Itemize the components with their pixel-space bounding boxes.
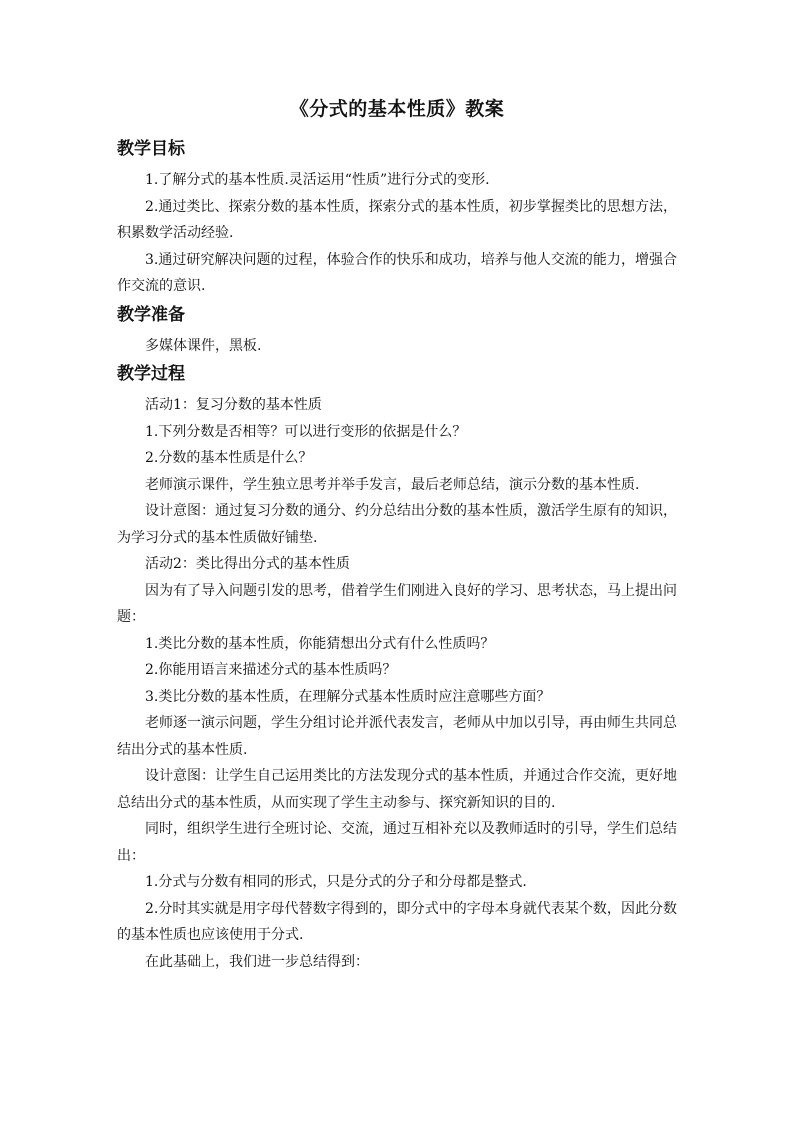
document-title: 《分式的基本性质》教案 bbox=[289, 98, 505, 120]
paragraph: 设计意图：通过复习分数的通分、约分总结出分数的基本性质，激活学生原有的知识，为学习分式的基本性质做好铺垫. bbox=[117, 503, 677, 546]
section-heading: 教学准备 bbox=[117, 304, 185, 325]
paragraph: 2.分时其实就是用字母代替数字得到的，即分式中的字母本身就代表某个数，因此分数的基本性质也应该使用于分式. bbox=[117, 900, 677, 943]
paragraph: 设计意图：让学生自己运用类比的方法发现分式的基本性质，并通过合作交流，更好地总结出分式的基本性质，从而实现了学生主动参与、探究新知识的目的. bbox=[117, 768, 677, 811]
section-teaching-goals bbox=[117, 136, 677, 300]
paragraph: 活动2：类比得出分式的基本性质 bbox=[145, 556, 350, 572]
paragraph: 2.分数的基本性质是什么？ bbox=[145, 450, 313, 466]
section-teaching-preparation bbox=[117, 302, 677, 360]
document-page bbox=[117, 95, 677, 975]
paragraph: 3.类比分数的基本性质，在理解分式基本性质时应注意哪些方面？ bbox=[145, 688, 551, 705]
section-heading: 教学目标 bbox=[117, 139, 185, 159]
paragraph: 1.分式与分数有相同的形式，只是分式的分子和分母都是整式. bbox=[145, 874, 527, 890]
paragraph: 2.通过类比、探索分数的基本性质，探索分式的基本性质，初步掌握类比的思想方法，积累数学活动经验. bbox=[117, 198, 677, 241]
paragraph: 1.类比分数的基本性质，你能猜想出分式有什么性质吗？ bbox=[145, 635, 495, 652]
paragraph: 多媒体课件，黑板. bbox=[145, 337, 262, 354]
paragraph: 同时，组织学生进行全班讨论、交流，通过互相补充以及教师适时的引导，学生们总结出： bbox=[117, 821, 677, 864]
paragraph: 活动1：复习分数的基本性质 bbox=[145, 397, 322, 413]
paragraph: 在此基础上，我们进一步总结得到： bbox=[145, 953, 369, 970]
paragraph: 2.你能用语言来描述分式的基本性质吗？ bbox=[145, 662, 397, 678]
section-heading: 教学过程 bbox=[117, 364, 185, 384]
paragraph: 1.下列分数是否相等？可以进行变形的依据是什么？ bbox=[145, 423, 467, 440]
paragraph: 老师演示课件，学生独立思考并举手发言，最后老师总结，演示分数的基本性质. bbox=[145, 476, 640, 493]
section-teaching-process bbox=[117, 361, 677, 975]
paragraph: 1.了解分式的基本性质.灵活运用“性质”进行分式的变形. bbox=[145, 172, 490, 188]
paragraph: 因为有了导入问题引发的思考，借着学生们刚进入良好的学习、思考状态，马上提出问题： bbox=[117, 582, 677, 625]
paragraph: 3.通过研究解决问题的过程，体验合作的快乐和成功，培养与他人交流的能力，增强合作交流的意识. bbox=[117, 251, 677, 294]
paragraph: 老师逐一演示问题，学生分组讨论并派代表发言，老师从中加以引导，再由师生共同总结出分式的基本性质. bbox=[117, 715, 677, 758]
